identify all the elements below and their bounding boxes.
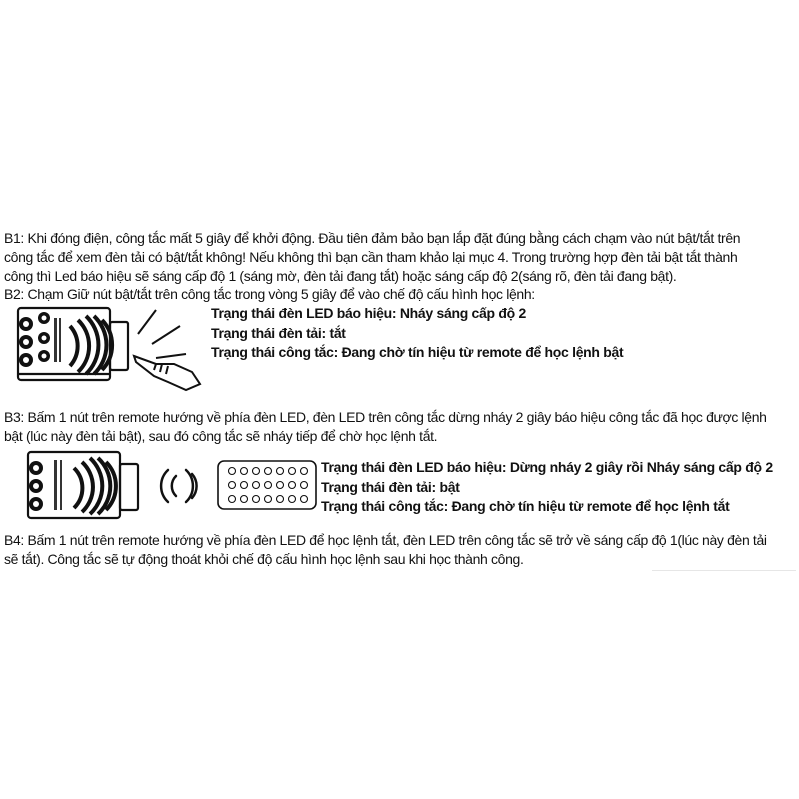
- step-b1-paragraph: [4, 229, 794, 286]
- step-b4-paragraph: [4, 531, 794, 569]
- signal-waves-icon: [152, 464, 202, 508]
- step-b4-line: B4: Bấm 1 nút trên remote hướng về phía đèn LED để học lệnh tắt, đèn LED trên công tắc sẽ trở về sáng cấp độ 1(lúc này đèn tải: [4, 532, 767, 548]
- switch-module-icon: [24, 448, 142, 524]
- switch-status-text: Trạng thái công tắc: Đang chờ tín hiệu từ remote để học lệnh bật: [211, 344, 624, 360]
- load-status-text: Trạng thái đèn tải: tắt: [211, 324, 346, 341]
- step-b3-line: bật (lúc này đèn tải bật), sau đó công tắc sẽ nháy tiếp để chờ học lệnh tắt.: [4, 428, 438, 444]
- led-status-text: Trạng thái đèn LED báo hiệu: Nháy sáng cấp độ 2: [211, 305, 526, 321]
- step-b1-line: công thì Led báo hiệu sẽ sáng cấp độ 1 (sáng mờ, đèn tải đang tắt) hoặc sáng cấp độ 2(sáng rõ, đèn tải đang bật).: [4, 268, 677, 284]
- step-b3-status: [321, 458, 773, 517]
- switch-module-icon: [14, 304, 134, 386]
- step-b1-line: công tắc để xem đèn tải có bật/tắt không! Nếu không thì bạn cần tham khảo lại mục 4. Trong trường hợp đèn tải bật tắt thành: [4, 249, 738, 265]
- step-b2-line: B2: Chạm Giữ nút bật/tắt trên công tắc trong vòng 5 giây để vào chế độ cấu hình học lệnh:: [4, 286, 535, 302]
- load-status-text: Trạng thái đèn tải: bật: [321, 478, 460, 495]
- step-b1-line: B1: Khi đóng điện, công tắc mất 5 giây để khởi động. Đầu tiên đảm bảo bạn lắp đặt đúng bằng cách chạm vào nút bật/tắt trên: [4, 230, 741, 246]
- switch-status-text: Trạng thái công tắc: Đang chờ tín hiệu từ remote để học lệnh tắt: [321, 498, 730, 514]
- step-b4-line: sẽ tắt). Công tắc sẽ tự động thoát khỏi chế độ cấu hình học lệnh sau khi học thành công.: [4, 551, 524, 567]
- step-b2-status: [211, 304, 623, 363]
- led-status-text: Trạng thái đèn LED báo hiệu: Dừng nháy 2 giây rồi Nháy sáng cấp độ 2: [321, 459, 773, 475]
- step-b3-line: B3: Bấm 1 nút trên remote hướng về phía đèn LED, đèn LED trên công tắc dừng nháy 2 giây báo hiệu công tắc đã học được lệnh: [4, 409, 767, 425]
- step-b2-heading: [4, 285, 794, 304]
- remote-control-icon: [216, 459, 318, 511]
- divider: [652, 570, 796, 571]
- tapping-hand-icon: [126, 300, 206, 392]
- step-b3-paragraph: [4, 408, 794, 446]
